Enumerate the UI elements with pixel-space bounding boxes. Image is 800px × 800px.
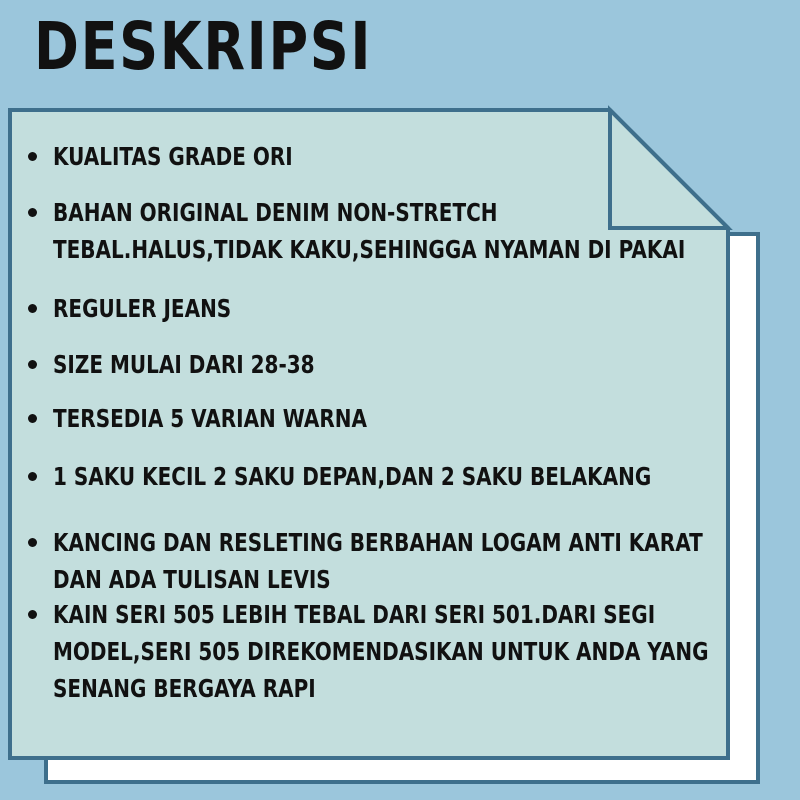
page-title: DESKRIPSI bbox=[34, 8, 373, 85]
list-item bbox=[22, 138, 353, 175]
list-item-text: BAHAN ORIGINAL DENIM NON-STRETCH TEBAL.HALUS,TIDAK KAKU,SEHINGGA NYAMAN DI PAKAI bbox=[53, 198, 686, 264]
bullet-icon bbox=[28, 610, 37, 619]
list-item-text: TERSEDIA 5 VARIAN WARNA bbox=[53, 404, 368, 433]
list-item bbox=[22, 400, 446, 437]
list-item-text: SIZE MULAI DARI 28-38 bbox=[53, 350, 315, 379]
list-item bbox=[22, 524, 800, 598]
list-item bbox=[22, 458, 800, 495]
bullet-icon bbox=[28, 538, 37, 547]
list-item-text: REGULER JEANS bbox=[53, 294, 232, 323]
bullet-icon bbox=[28, 208, 37, 217]
list-item bbox=[22, 194, 800, 268]
list-item-text: KANCING DAN RESLETING BERBAHAN LOGAM ANTI KARAT DAN ADA TULISAN LEVIS bbox=[53, 528, 703, 594]
list-item bbox=[22, 346, 380, 383]
bullet-icon bbox=[28, 152, 37, 161]
list-item bbox=[22, 596, 800, 707]
bullet-icon bbox=[28, 304, 37, 313]
list-item bbox=[22, 290, 276, 327]
list-item-text: KAIN SERI 505 LEBIH TEBAL DARI SERI 501.DARI SEGI MODEL,SERI 505 DIREKOMENDASIKAN UNTUK ANDA YANG SENANG BERGAYA RAPI bbox=[53, 600, 709, 703]
bullet-icon bbox=[28, 472, 37, 481]
bullet-icon bbox=[28, 414, 37, 423]
list-item-text: KUALITAS GRADE ORI bbox=[53, 142, 293, 171]
bullet-icon bbox=[28, 360, 37, 369]
list-item-text: 1 SAKU KECIL 2 SAKU DEPAN,DAN 2 SAKU BELAKANG bbox=[53, 462, 652, 491]
